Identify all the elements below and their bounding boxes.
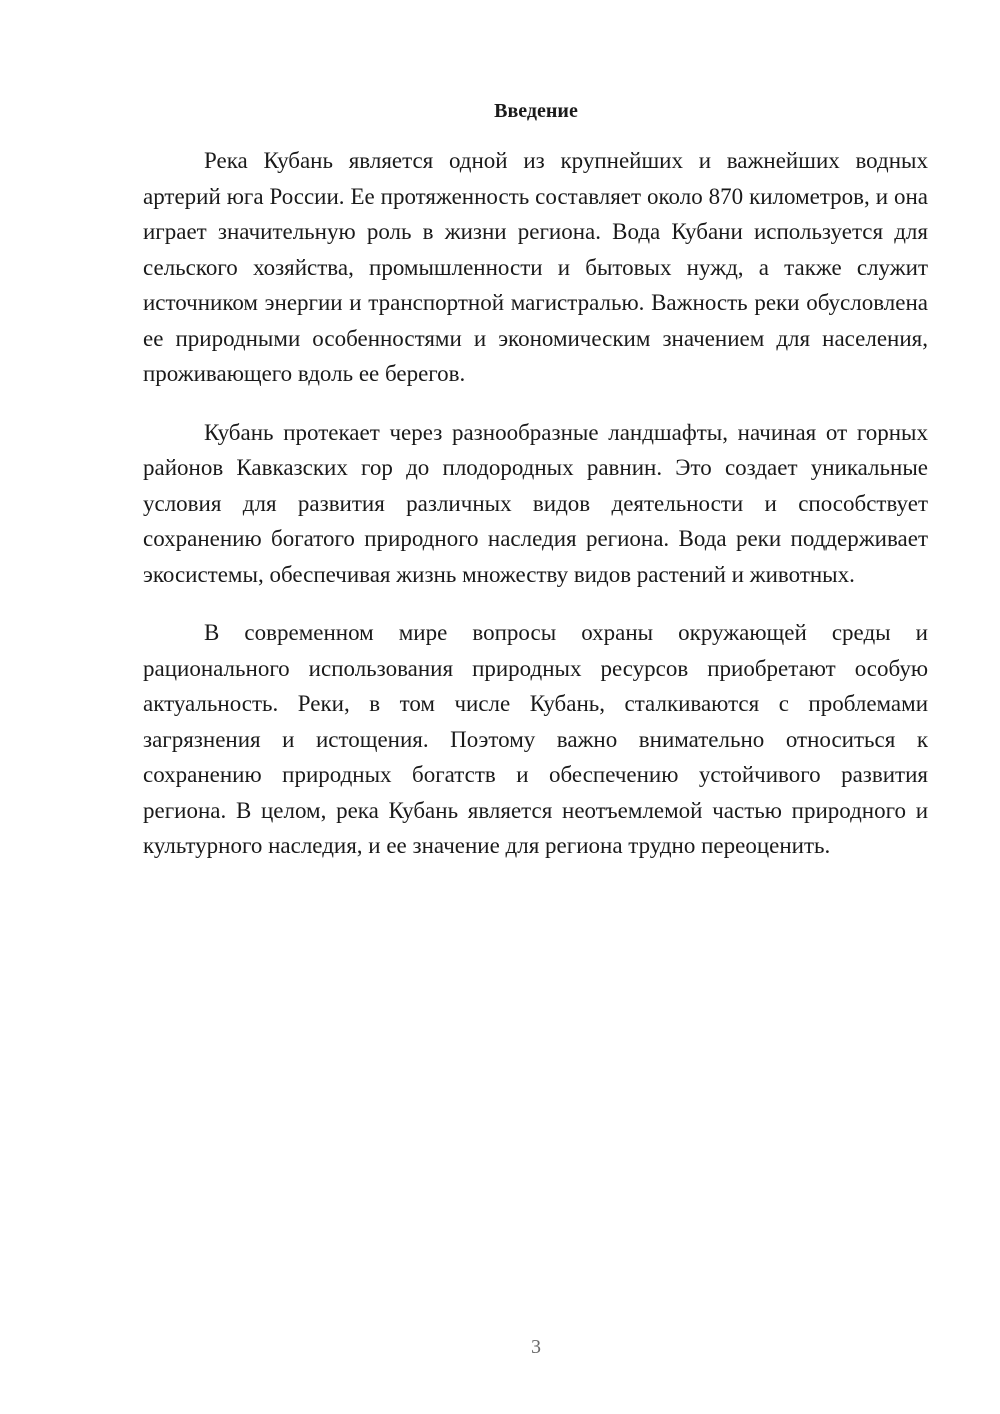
paragraph-1: Река Кубань является одной из крупнейших и важнейших водных артерий юга России. Ее протяженность составляет около 870 километров, и она играет значительную роль в жизни региона. Вода Кубани используется для сельского хозяйства, промышленности и бытовых нужд, а также служит источником энергии и транспортной магистралью. Важность реки обусловлена ее природными особенностями и экономическим значением для населения, проживающего вдоль ее берегов.	[143, 148, 928, 386]
page-number: 3	[531, 1336, 541, 1358]
body-text	[143, 143, 928, 887]
paragraph-2: Кубань протекает через разнообразные ландшафты, начиная от горных районов Кавказских гор до плодородных равнин. Это создает уникальные условия для развития различных видов деятельности и способствует сохранению богатого природного наследия региона. Вода реки поддерживает экосистемы, обеспечивая жизнь множеству видов растений и животных.	[143, 419, 928, 587]
paragraph-3: В современном мире вопросы охраны окружающей среды и рационального использования природных ресурсов приобретают особую актуальность. Реки, в том числе Кубань, сталкиваются с проблемами загрязнения и истощения. Поэтому важно внимательно относиться к сохранению природных богатств и обеспечению устойчивого развития региона. В целом, река Кубань является неотъемлемой частью природного и культурного наследия, и ее значение для региона трудно переоценить.	[143, 620, 928, 858]
section-heading: Введение	[494, 100, 578, 122]
